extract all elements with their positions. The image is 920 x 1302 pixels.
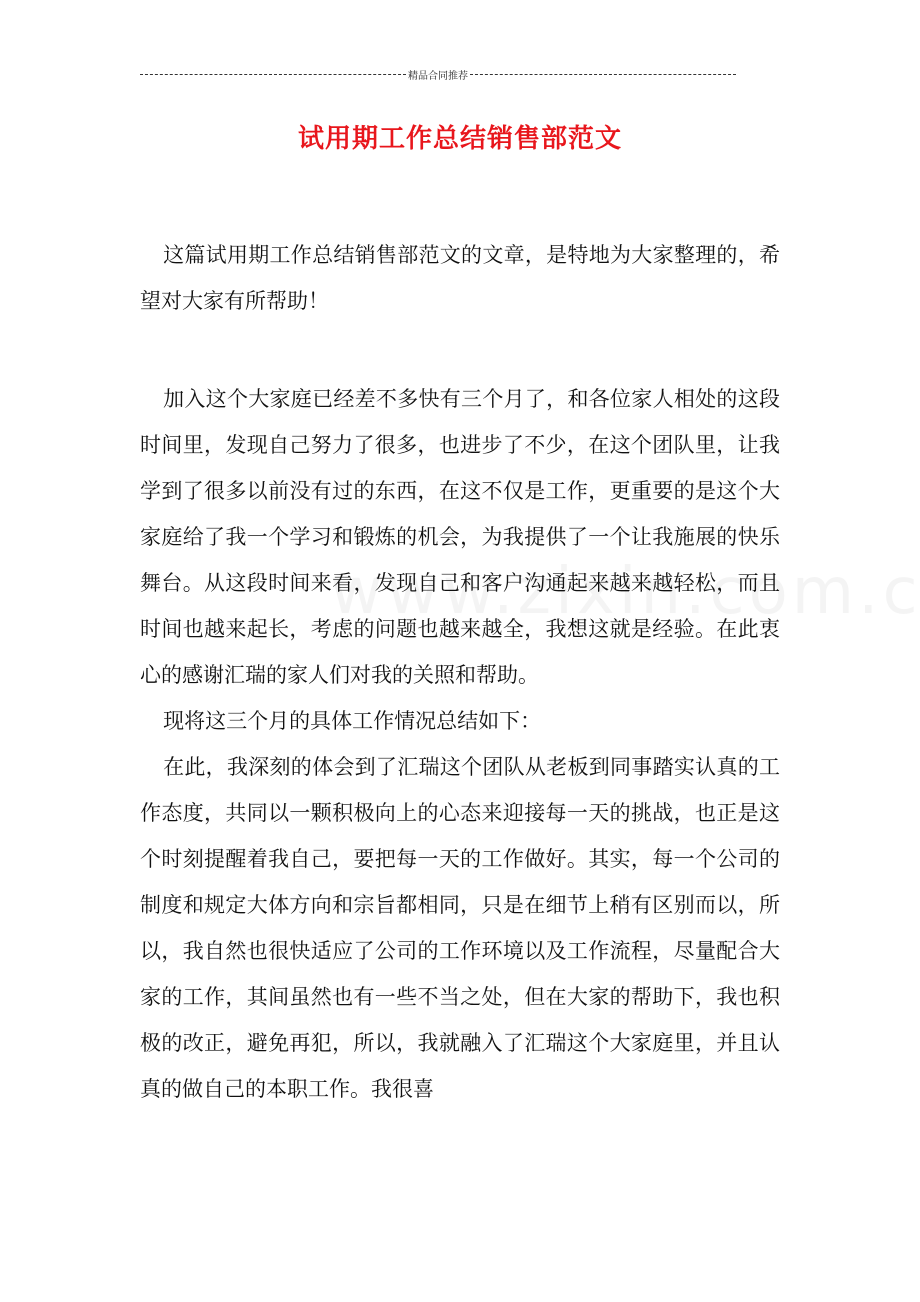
document-body [140, 232, 780, 1112]
header-label: 精品合同推荐 [408, 70, 468, 82]
header-rule [140, 67, 736, 81]
body-paragraph-1: 加入这个大家庭已经差不多快有三个月了，和各位家人相处的这段时间里，发现自己努力了很多，也进步了不少，在这个团队里，让我学到了很多以前没有过的东西，在这不仅是工作，更重要的是这个大家庭给了我一个学习和锻炼的机会，为我提供了一个让我施展的快乐舞台。从这段时间来看，发现自己和客户沟通起来越来越轻松，而且时间也越来起长，考虑的问题也越来越全，我想这就是经验。在此衷心的感谢汇瑞的家人们对我的关照和帮助。 [140, 387, 780, 687]
body-paragraph-3: 在此，我深刻的体会到了汇瑞这个团队从老板到同事踏实认真的工作态度，共同以一颗积极向上的心态来迎接每一天的挑战，也正是这个时刻提醒着我自己，要把每一天的工作做好。其实，每一个公司的制度和规定大体方向和宗旨都相同，只是在细节上稍有区别而以，所以，我自然也很快适应了公司的工作环境以及工作流程，尽量配合大家的工作，其间虽然也有一些不当之处，但在大家的帮助下，我也积极的改正，避免再犯，所以，我就融入了汇瑞这个大家庭里，并且认真的做自己的本职工作。我很喜 [140, 755, 780, 1101]
intro-paragraph: 这篇试用期工作总结销售部范文的文章，是特地为大家整理的，希望对大家有所帮助！ [140, 243, 780, 313]
body-paragraph-2: 现将这三个月的具体工作情况总结如下： [163, 709, 542, 733]
header-dash-left [140, 74, 406, 75]
document-title: 试用期工作总结销售部范文 [297, 124, 622, 154]
header-dash-right [470, 74, 736, 75]
